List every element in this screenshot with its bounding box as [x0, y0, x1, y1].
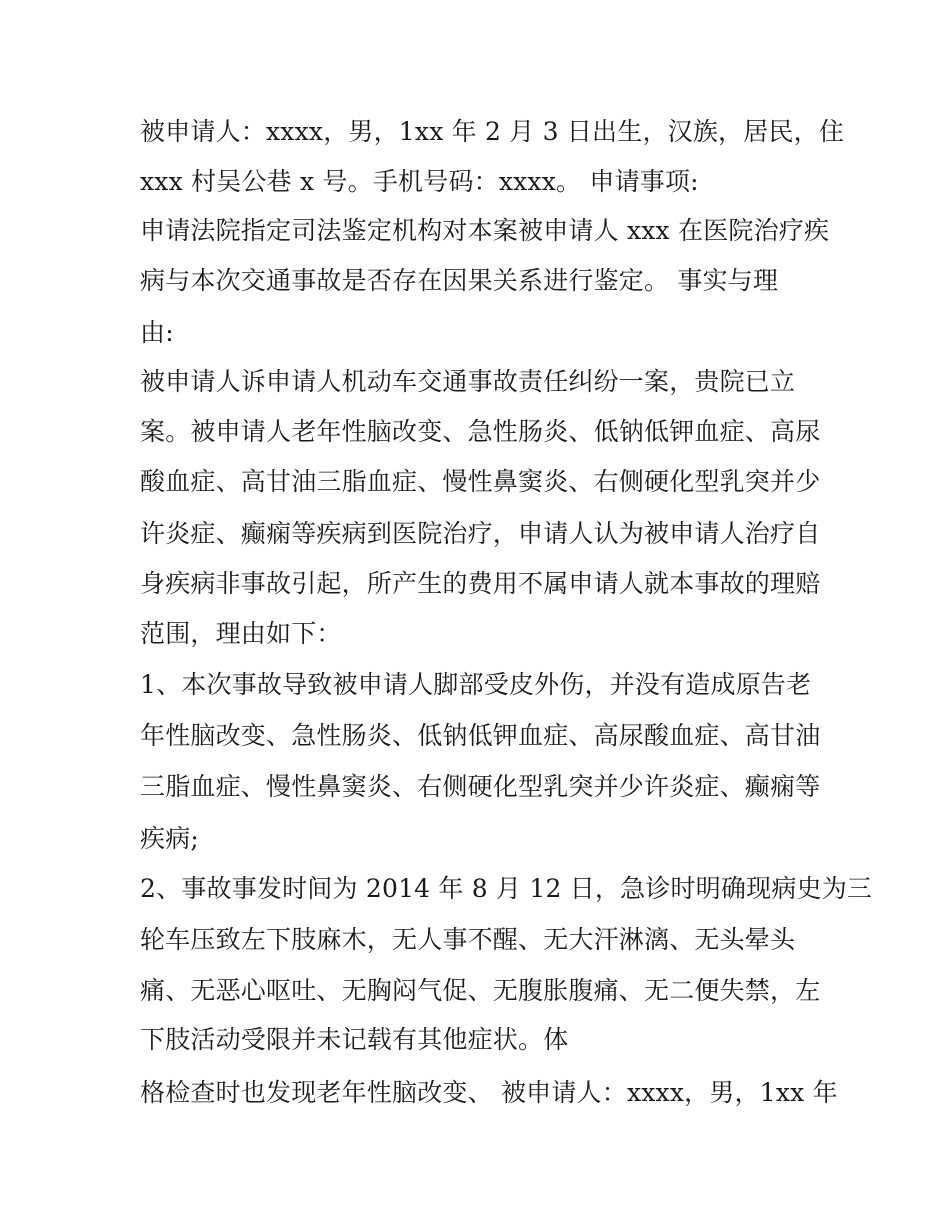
- text-line: 由:: [140, 318, 174, 347]
- text-line: 格检查时也发现老年性脑改变、 被申请人：xxxx，男，1xx 年: [140, 1078, 838, 1107]
- text-line: 许炎症、癫痫等疾病到医院治疗，申请人认为被申请人治疗自: [140, 519, 821, 548]
- text-line: 三脂血症、慢性鼻窦炎、右侧硬化型乳突并少许炎症、癫痫等: [140, 772, 821, 801]
- text-line: 申请法院指定司法鉴定机构对本案被申请人 xxx 在医院治疗疾: [140, 216, 830, 245]
- text-line: 1、本次事故导致被申请人脚部受皮外伤，并没有造成原告老: [140, 670, 812, 699]
- text-line: 下肢活动受限并未记载有其他症状。体: [140, 1025, 569, 1054]
- text-line: 身疾病非事故引起，所产生的费用不属申请人就本事故的理赔: [140, 569, 821, 598]
- text-line: 轮车压致左下肢麻木，无人事不醒、无大汗淋漓、无头晕头: [140, 925, 796, 954]
- text-line: 被申请人诉申请人机动车交通事故责任纠纷一案，贵院已立: [140, 367, 796, 396]
- text-line: 病与本次交通事故是否存在因果关系进行鉴定。 事实与理: [140, 266, 779, 295]
- text-line: 酸血症、高甘油三脂血症、慢性鼻窦炎、右侧硬化型乳突并少: [140, 467, 821, 496]
- text-line: 范围，理由如下：: [140, 619, 342, 648]
- text-line: 被申请人：xxxx，男，1xx 年 2 月 3 日出生，汉族，居民，住: [140, 117, 845, 146]
- text-line: 疾病;: [140, 824, 200, 853]
- text-line: xxx 村吴公巷 x 号。手机号码：xxxx。 申请事项:: [140, 167, 699, 196]
- text-line: 痛、无恶心呕吐、无胸闷气促、无腹胀腹痛、无二便失禁，左: [140, 976, 821, 1005]
- text-line: 年性脑改变、急性肠炎、低钠低钾血症、高尿酸血症、高甘油: [140, 721, 821, 750]
- text-line: 案。被申请人老年性脑改变、急性肠炎、低钠低钾血症、高尿: [140, 417, 821, 446]
- text-line: 2、事故事发时间为 2014 年 8 月 12 日，急诊时明确现病史为三: [140, 874, 873, 903]
